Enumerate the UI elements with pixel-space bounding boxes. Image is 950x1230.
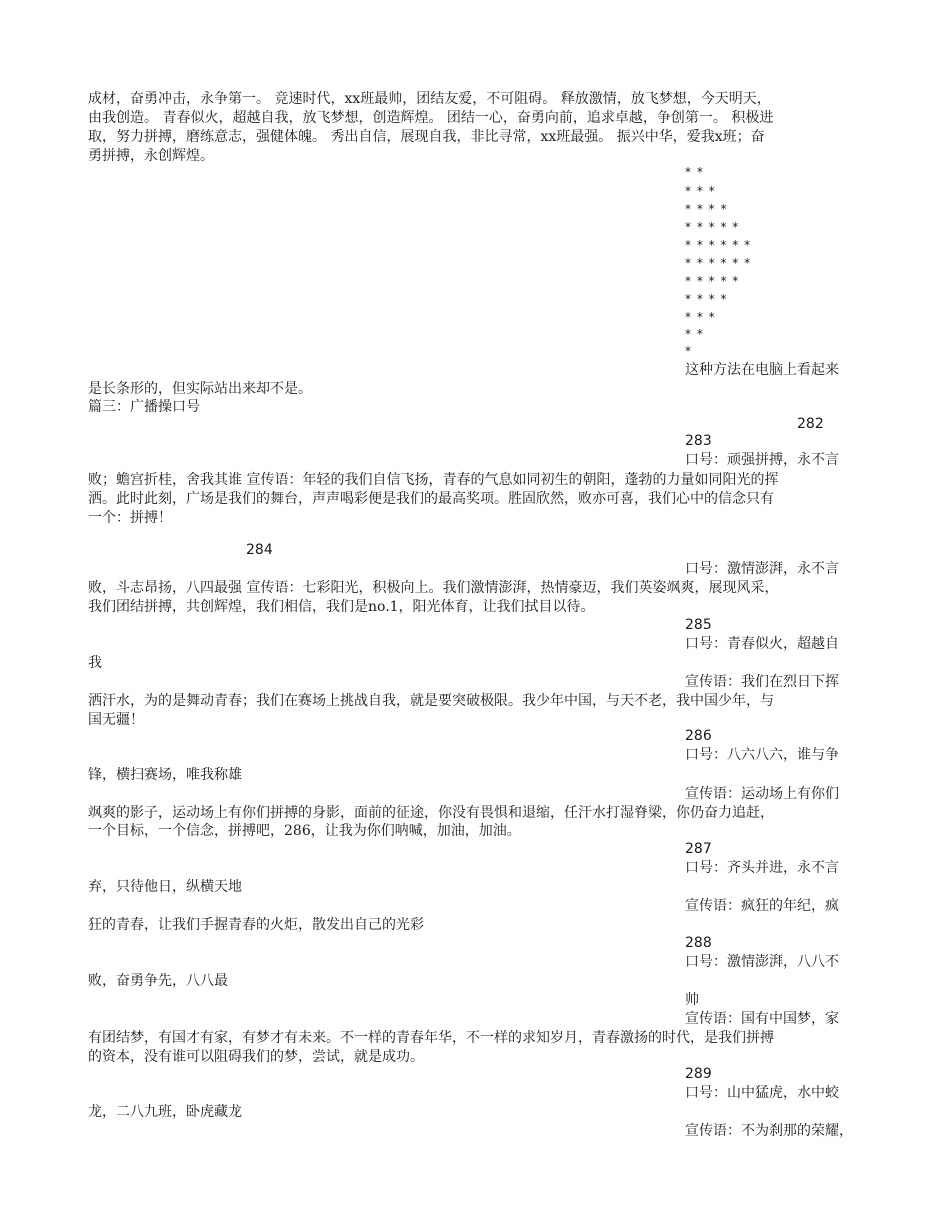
text-286-line: 飒爽的影子，运动场上有你们拼搏的身影，面前的征途，你没有畏惧和退缩，任汗水打湿脊梁，你仍奋力追赶，: [88, 805, 774, 821]
star-row: *: [685, 344, 692, 358]
text-286-line: 一个目标，一个信念，拼搏吧，286，让我为你们呐喊，加油，加油。: [88, 823, 521, 839]
slogan-286: 口号：八六八六，谁与争: [685, 747, 839, 763]
text-286-line: 宣传语：运动场上有你们: [685, 786, 839, 802]
text-283-line: 洒。此时此刻，广场是我们的舞台，声声喝彩便是我们的最高奖项。胜固欣然，败亦可喜，我们心中的信念只有: [88, 491, 774, 507]
star-row: * * * * *: [685, 274, 740, 288]
text-288-line: 的资本，没有谁可以阻碍我们的梦，尝试，就是成功。: [88, 1049, 424, 1065]
star-row: * * * *: [685, 202, 728, 216]
text-288-line: 败，奋勇争先，八八最: [88, 973, 228, 989]
intro-line-4: 勇拼搏，永创辉煌。: [88, 148, 214, 164]
note-line-2: 是长条形的，但实际站出来却不是。: [88, 381, 312, 397]
intro-line-2: 由我创造。 青春似火，超越自我，放飞梦想，创造辉煌。 团结一心，奋勇向前，追求卓越，争创第一。 积极进: [88, 110, 774, 126]
text-285-line: 我: [88, 655, 102, 671]
text-285-line: 宣传语：我们在烈日下挥: [685, 674, 839, 690]
star-row: * * * *: [685, 292, 728, 306]
slogan-289: 口号：山中猛虎，水中蛟: [685, 1085, 839, 1101]
intro-line-3: 取，努力拼搏，磨练意志，强健体魄。 秀出自信，展现自我，非比寻常，xx班最强。 振兴中华，爱我x班；奋: [88, 129, 765, 145]
class-number-284: 284: [246, 542, 273, 558]
slogan-283: 口号：顽强拼搏，永不言: [685, 452, 839, 468]
section-title: 篇三：广播操口号: [88, 399, 200, 415]
text-288-line: 有团结梦，有国才有家，有梦才有未来。不一样的青春年华，不一样的求知岁月，青春激扬的时代，是我们拼搏: [88, 1030, 774, 1046]
text-287-line: 宣传语：疯狂的年纪，疯: [685, 898, 839, 914]
class-number-282: 282: [797, 416, 824, 432]
text-285-line: 洒汗水，为的是舞动青春；我们在赛场上挑战自我，就是要突破极限。我少年中国，与天不老，我中国少年，与: [88, 693, 774, 709]
class-number-286: 286: [685, 728, 712, 744]
class-number-287: 287: [685, 841, 712, 857]
text-286-line: 锋，横扫赛场，唯我称雄: [88, 767, 242, 783]
class-number-283: 283: [685, 433, 712, 449]
star-row: * * *: [685, 310, 716, 324]
text-283-line: 一个：拼搏！: [88, 510, 172, 526]
star-row: * * * * *: [685, 220, 740, 234]
text-287-line: 狂的青春，让我们手握青春的火炬，散发出自己的光彩: [88, 917, 424, 933]
slogan-284: 口号：激情澎湃，永不言: [685, 561, 839, 577]
class-number-289: 289: [685, 1066, 712, 1082]
star-row: * * *: [685, 184, 716, 198]
text-289-line: 宣传语：不为刹那的荣耀，: [685, 1123, 853, 1139]
slogan-287: 口号：齐头并进，永不言: [685, 860, 839, 876]
star-row: * *: [685, 327, 704, 341]
note-line-1: 这种方法在电脑上看起来: [685, 362, 839, 378]
star-row: * * * * * *: [685, 256, 752, 270]
text-287-line: 弃，只待他日，纵横天地: [88, 879, 242, 895]
star-row: * *: [685, 165, 704, 179]
star-row: * * * * * *: [685, 238, 752, 252]
text-285-line: 国无疆！: [88, 712, 144, 728]
intro-line-1: 成材，奋勇冲击，永争第一。 竞速时代，xx班最帅，团结友爱，不可阻碍。 释放激情，放飞梦想，今天明天，: [88, 91, 771, 107]
text-289-line: 龙，二八九班，卧虎藏龙: [88, 1104, 242, 1120]
slogan-285: 口号：青春似火，超越自: [685, 636, 839, 652]
text-283-line: 败；蟾宫折桂，舍我其谁 宣传语：年轻的我们自信飞扬，青春的气息如同初生的朝阳，蓬勃的力量如同阳光的挥: [88, 472, 779, 488]
class-number-285: 285: [685, 617, 712, 633]
text-288-line: 帅: [685, 992, 699, 1008]
slogan-288: 口号：激情澎湃，八八不: [685, 954, 839, 970]
text-284-line: 我们团结拼搏，共创辉煌，我们相信，我们是no.1，阳光体育，让我们拭目以待。: [88, 599, 595, 615]
class-number-288: 288: [685, 935, 712, 951]
text-288-line: 宣传语：国有中国梦，家: [685, 1011, 839, 1027]
text-284-line: 败，斗志昂扬，八四最强 宣传语：七彩阳光，积极向上。我们激情澎湃，热情豪迈，我们英姿飒爽，展现风采，: [88, 580, 779, 596]
